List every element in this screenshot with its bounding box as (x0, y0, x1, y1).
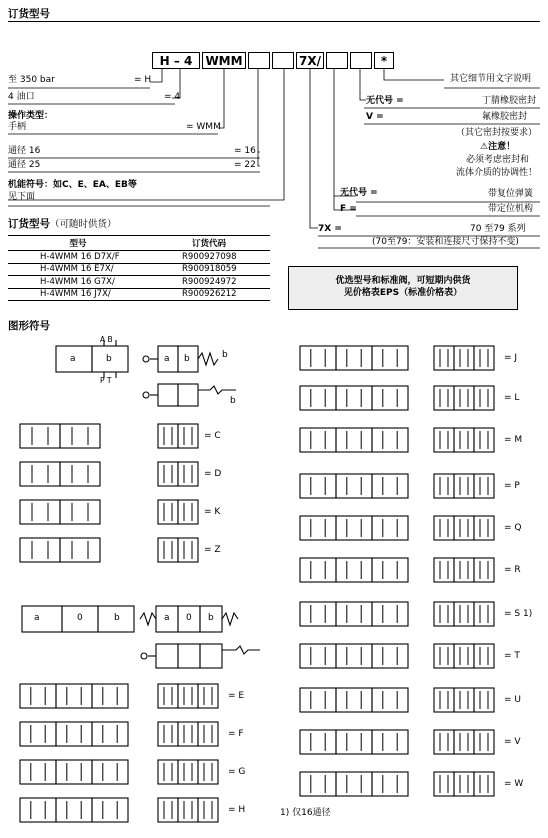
spool-code-label: = J (504, 353, 518, 363)
spool-note: 见下面 (8, 192, 36, 202)
spool-position-box (336, 386, 372, 410)
pressure-code: = H (134, 75, 152, 85)
pos-a-label-3: a (34, 613, 40, 623)
spool-position-box (454, 602, 474, 626)
spool-position-box (474, 516, 494, 540)
spool-code-label: = K (204, 507, 221, 517)
stock-title: 订货型号（可随时供货） (8, 218, 117, 230)
spool-code-label: = V (504, 737, 521, 747)
spool-position-box (372, 474, 408, 498)
detent-f-code: F = (340, 204, 357, 214)
notice-label: ⚠注意！ (480, 142, 516, 152)
size16-label: 通径 16 (8, 146, 41, 156)
spool-position-box (336, 688, 372, 712)
spool-position-box (454, 346, 474, 370)
spool-position-box (300, 386, 336, 410)
spool-position-box (300, 602, 336, 626)
spool-position-box (434, 644, 454, 668)
seal-v-code: V = (366, 112, 384, 122)
spool-position-box (454, 428, 474, 452)
spool-code-label: = W (504, 779, 524, 789)
table-row: H-4WMM 16 G7X/ R900924972 (8, 276, 270, 289)
col-code: 订货代码 (148, 236, 270, 251)
spool-position-box (300, 644, 336, 668)
operation-heading: 操作类型： (8, 111, 54, 121)
spool-position-box (372, 772, 408, 796)
spool-position-box (454, 516, 474, 540)
ports-code: = 4 (164, 92, 181, 102)
footnote: 1) 仅16通径 (280, 808, 331, 818)
spool-code-label: = E (228, 691, 245, 701)
spool-position-box (336, 346, 372, 370)
pos-0-label-2: 0 (186, 613, 192, 623)
spool-position-box (372, 516, 408, 540)
spool-position-box (474, 772, 494, 796)
spool-position-box (434, 602, 454, 626)
detent-b-label: b (230, 396, 236, 406)
spool-position-box (454, 474, 474, 498)
seal-no-code: 无代号 = (366, 96, 404, 106)
spool-code-label: = Q (504, 523, 522, 533)
spool-position-box (434, 516, 454, 540)
spool-position-box (336, 474, 372, 498)
spool-position-box (372, 644, 408, 668)
notice-line2: 流体介质的协调性！ (456, 168, 538, 178)
spool-position-box (336, 644, 372, 668)
spool-position-box (474, 558, 494, 582)
spool-position-box (434, 688, 454, 712)
other-seals-note: （其它密封按要求） (456, 128, 538, 138)
spool-position-box (454, 386, 474, 410)
spool-position-box (454, 772, 474, 796)
notice-line1: 必须考虑密封和 (466, 155, 530, 165)
spool-position-box (474, 688, 494, 712)
table-row: H-4WMM 16 E7X/ R900918059 (8, 263, 270, 276)
spool-position-box (300, 772, 336, 796)
warning-icon: ⚠ (480, 142, 489, 152)
spool-position-box (336, 772, 372, 796)
preferred-types-box: 优选型号和标准阀，可短期内供货 见价格表EPS（标准价格表） (288, 266, 518, 310)
spool-position-box (336, 730, 372, 754)
spool-position-box (300, 474, 336, 498)
series-note: (70至79：安装和连接尺寸保持不变) (372, 237, 519, 247)
size25-label: 通径 25 (8, 160, 41, 170)
spool-position-box (336, 558, 372, 582)
spool-code-label: = F (228, 729, 244, 739)
spool-position-box (474, 644, 494, 668)
spool-position-box (434, 772, 454, 796)
spool-position-box (474, 346, 494, 370)
symbols-title: 图形符号 (8, 320, 50, 332)
spool-position-box (434, 428, 454, 452)
code-box-series: 7X/ (296, 52, 324, 69)
spool-position-box (434, 558, 454, 582)
spool-code-label: = Z (204, 545, 221, 555)
spool-position-box (434, 730, 454, 754)
port-a-label: A B (100, 335, 113, 344)
series-code: 7X = (318, 224, 342, 234)
spool-position-box (336, 428, 372, 452)
spool-label: 机能符号：如C、E、EA、EB等 (8, 180, 137, 190)
page-title: 订货型号 (8, 8, 50, 20)
spool-code-label: = G (228, 767, 246, 777)
spool-position-box (300, 428, 336, 452)
size16-code: = 16 (234, 146, 256, 156)
detent-label: 带定位机构 (488, 204, 534, 214)
spool-position-box (300, 730, 336, 754)
spool-code-label: = P (504, 481, 520, 491)
spool-code-label: = U (504, 695, 521, 705)
spool-position-box (454, 644, 474, 668)
size25-code: = 22 (234, 160, 256, 170)
spool-position-box (474, 730, 494, 754)
pos-a-label-2: a (164, 354, 170, 364)
spool-position-box (454, 688, 474, 712)
spool-code-label: = T (504, 651, 520, 661)
spool-position-box (474, 602, 494, 626)
spool-position-box (372, 558, 408, 582)
pressure-label: 至 350 bar (8, 75, 55, 85)
spool-position-box (434, 386, 454, 410)
spool-position-box (372, 346, 408, 370)
operation-label: 手柄 (8, 122, 27, 132)
table-row: H-4WMM 16 D7X/F R900927098 (8, 251, 270, 264)
pos-b-label: b (106, 354, 112, 364)
operation-code: = WMM (186, 122, 221, 132)
spring-return-label: 带复位弹簧 (488, 189, 534, 199)
spool-position-box (300, 688, 336, 712)
col-type: 型号 (8, 236, 148, 251)
spool-code-label: = R (504, 565, 521, 575)
spool-position-box (474, 386, 494, 410)
spool-position-box (434, 474, 454, 498)
spool-code-label: = D (204, 469, 222, 479)
spool-code-label: = C (204, 431, 221, 441)
code-box-wmm: WMM (202, 52, 246, 69)
spool-position-box (372, 730, 408, 754)
spool-position-box (372, 428, 408, 452)
spool-position-box (300, 558, 336, 582)
pos-b-label-4: b (208, 613, 214, 623)
spool-position-box (474, 474, 494, 498)
spool-position-box (454, 558, 474, 582)
pos-0-label: 0 (77, 613, 83, 623)
spool-position-box (336, 516, 372, 540)
spool-position-box (434, 346, 454, 370)
series-label: 70 至79 系列 (470, 224, 526, 234)
ports-label: 4 油口 (8, 92, 35, 102)
spool-code-label: = S 1) (504, 609, 533, 619)
spool-position-box (372, 386, 408, 410)
fkm-label: 氟橡胶密封 (482, 112, 528, 122)
port-p-label: P T (100, 376, 112, 385)
detent-no-code: 无代号 = (340, 188, 378, 198)
nbr-label: 丁腈橡胶密封 (482, 96, 537, 106)
spring-b-label: b (222, 350, 228, 360)
spool-position-box (372, 602, 408, 626)
pos-b-label-3: b (114, 613, 120, 623)
code-box-other: * (374, 52, 394, 69)
pos-b-label-2: b (184, 354, 190, 364)
spool-position-box (372, 688, 408, 712)
pos-a-label-4: a (164, 613, 170, 623)
spool-position-box (454, 730, 474, 754)
spool-position-box (336, 602, 372, 626)
spool-position-box (300, 516, 336, 540)
pos-a-label: a (70, 354, 76, 364)
spool-code-label: = L (504, 393, 520, 403)
code-box-h4: H – 4 (152, 52, 200, 69)
spool-position-box (474, 428, 494, 452)
table-row: H-4WMM 16 J7X/ R900926212 (8, 288, 270, 301)
spool-code-label: = H (228, 805, 246, 815)
spool-position-box (300, 346, 336, 370)
spool-code-label: = M (504, 435, 523, 445)
other-details-label: 其它细节用文字说明 (450, 74, 532, 84)
